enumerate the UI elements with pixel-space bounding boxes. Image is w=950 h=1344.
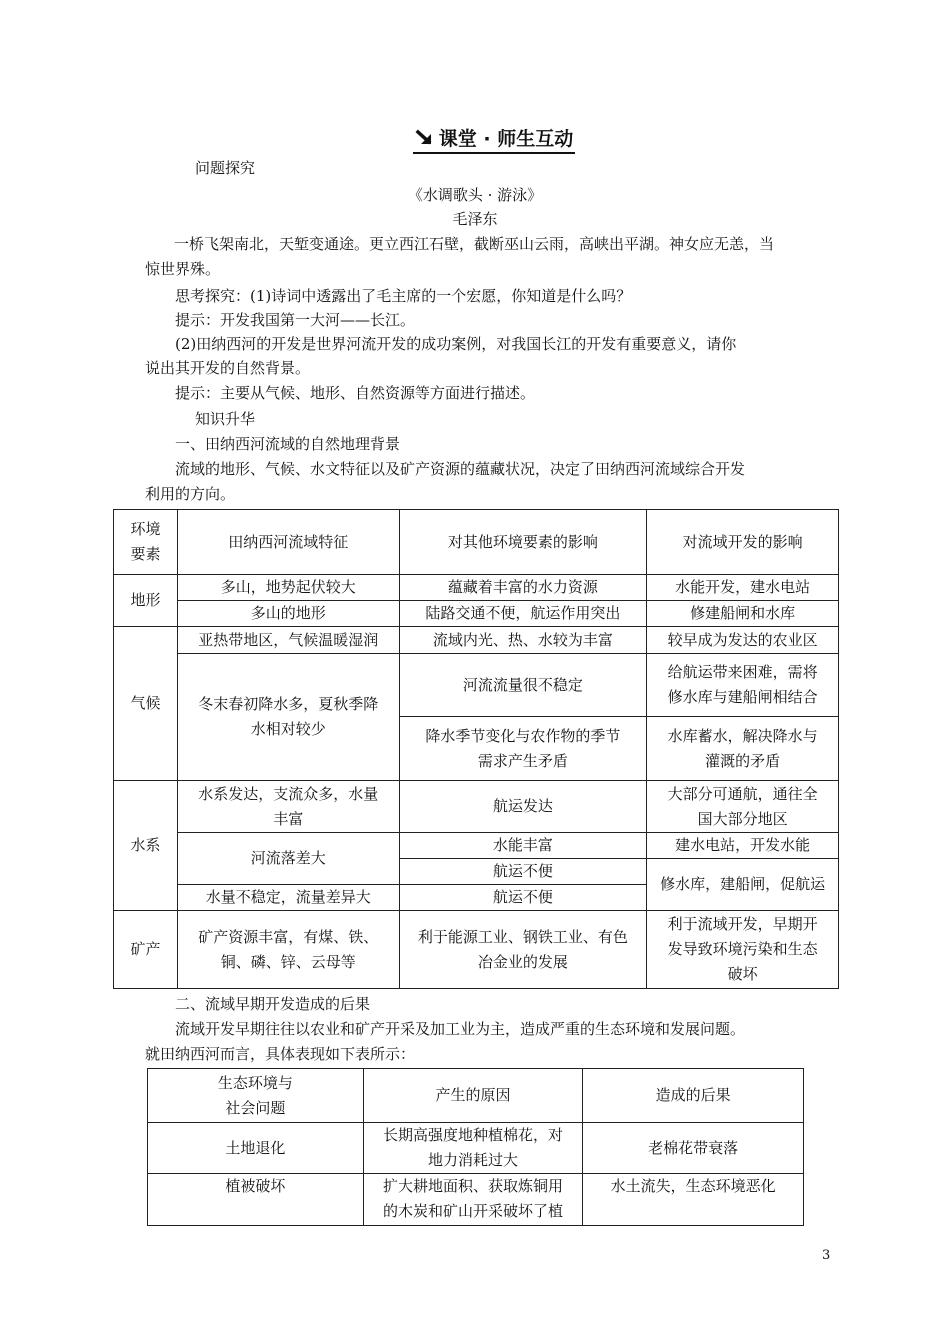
table-cell: 流域内光、热、水较为丰富 (399, 627, 647, 654)
table-cell: 老棉花带衰落 (583, 1123, 804, 1174)
table-cell: 扩大耕地面积、获取炼铜用 的木炭和矿山开采破坏了植 (363, 1174, 583, 1226)
header-cell: 造成的后果 (583, 1069, 804, 1123)
table-cell: 植被破坏 (148, 1174, 364, 1226)
table-cell: 水能开发，建水电站 (647, 575, 839, 601)
header-cell: 产生的原因 (363, 1069, 583, 1123)
table-row (148, 1174, 804, 1226)
table-cell: 利于流域开发，早期开 发导致环境污染和生态 破坏 (647, 911, 839, 989)
part-heading: 一、田纳西河流域的自然地理背景 (175, 435, 401, 453)
table-row (148, 1123, 804, 1174)
table-cell: 陆路交通不便，航运作用突出 (399, 601, 647, 627)
table-cell: 土地退化 (148, 1123, 364, 1174)
paragraph-text: 流域的地形、气候、水文特征以及矿产资源的蕴藏状况，决定了田纳西河流域综合开发 (175, 460, 746, 478)
table-cell: 水系发达，支流众多，水量 丰富 (177, 781, 399, 833)
subsection-label: 知识升华 (195, 410, 256, 428)
header-cell: 环境 要素 (114, 510, 178, 575)
paragraph-text: 利用的方向。 (145, 485, 236, 503)
table-cell: 长期高强度地种植棉花，对 地力消耗过大 (363, 1123, 583, 1174)
header-cell: 生态环境与 社会问题 (148, 1069, 364, 1123)
header-cell: 对流域开发的影响 (647, 510, 839, 575)
table-row (114, 911, 839, 989)
table-cell: 河流落差大 (177, 833, 399, 885)
subsection-label: 问题探究 (195, 159, 256, 177)
table-cell: 水能丰富 (399, 833, 647, 859)
table-header-row (114, 510, 839, 575)
table-cell: 多山的地形 (177, 601, 399, 627)
table-cell: 建水电站，开发水能 (647, 833, 839, 859)
environment-table (113, 509, 839, 989)
table-cell: 蕴藏着丰富的水力资源 (399, 575, 647, 601)
poem-author: 毛泽东 (452, 210, 498, 228)
table-cell: 水量不稳定，流量差异大 (177, 885, 399, 911)
question-text: 思考探究：(1)诗词中透露出了毛主席的一个宏愿，你知道是什么吗？ (175, 287, 632, 305)
row-label: 矿产 (114, 911, 178, 989)
table-cell: 修水库，建船闸，促航运 (647, 859, 839, 911)
table-cell: 河流流量很不稳定 (399, 654, 647, 717)
page-number: 3 (822, 1248, 831, 1263)
question-text: (2)田纳西河的开发是世界河流开发的成功案例，对我国长江的开发有重要意义，请你 (175, 335, 737, 353)
table-cell: 冬末春初降水多，夏秋季降 水相对较少 (177, 654, 399, 781)
row-label: 水系 (114, 781, 178, 911)
table-cell: 修建船闸和水库 (647, 601, 839, 627)
table-row (114, 833, 839, 859)
table-cell: 大部分可通航，通往全 国大部分地区 (647, 781, 839, 833)
row-label: 气候 (114, 627, 178, 781)
poem-title: 《水调歌头 · 游泳》 (407, 186, 543, 204)
table-cell: 矿产资源丰富，有煤、铁、 铜、磷、锌、云母等 (177, 911, 399, 989)
table-cell: 航运不便 (399, 885, 647, 911)
table-cell: 利于能源工业、钢铁工业、有色 冶金业的发展 (399, 911, 647, 989)
table-cell: 航运发达 (399, 781, 647, 833)
table-row (114, 575, 839, 601)
section-title-text: 课堂 · 师生互动 (438, 128, 574, 150)
header-cell: 对其他环境要素的影响 (399, 510, 647, 575)
table-cell: 水土流失，生态环境恶化 (583, 1174, 804, 1226)
table-cell: 降水季节变化与农作物的季节 需求产生矛盾 (399, 717, 647, 781)
table-cell: 较早成为发达的农业区 (647, 627, 839, 654)
table-cell: 给航运带来困难，需将 修水库与建船闸相结合 (647, 654, 839, 717)
poem-text: 惊世界殊。 (145, 260, 221, 278)
table-row (114, 781, 839, 833)
paragraph-text: 就田纳西河而言，具体表现如下表所示： (145, 1045, 416, 1063)
table-cell: 水库蓄水，解决降水与 灌溉的矛盾 (647, 717, 839, 781)
poem-text: 一桥飞架南北，天堑变通途。更立西江石壁，截断巫山云雨，高峡出平湖。神女应无恙，当 (174, 235, 775, 253)
table-row (114, 627, 839, 654)
table-row (114, 654, 839, 717)
question-text: 说出其开发的自然背景。 (145, 359, 311, 377)
hint-text: 提示：开发我国第一大河——长江。 (175, 311, 416, 329)
hint-text: 提示：主要从气候、地形、自然资源等方面进行描述。 (175, 384, 536, 402)
arrow-down-right-icon (415, 128, 435, 150)
table-row (114, 601, 839, 627)
table-cell: 亚热带地区，气候温暖湿润 (177, 627, 399, 654)
row-label: 地形 (114, 575, 178, 627)
section-title (0, 124, 950, 154)
table-cell: 多山，地势起伏较大 (177, 575, 399, 601)
table-cell: 航运不便 (399, 859, 647, 885)
consequences-table (147, 1068, 804, 1226)
part-heading: 二、流域早期开发造成的后果 (175, 995, 371, 1013)
paragraph-text: 流域开发早期往往以农业和矿产开采及加工业为主，造成严重的生态环境和发展问题。 (175, 1020, 746, 1038)
header-cell: 田纳西河流域特征 (177, 510, 399, 575)
table-header-row (148, 1069, 804, 1123)
